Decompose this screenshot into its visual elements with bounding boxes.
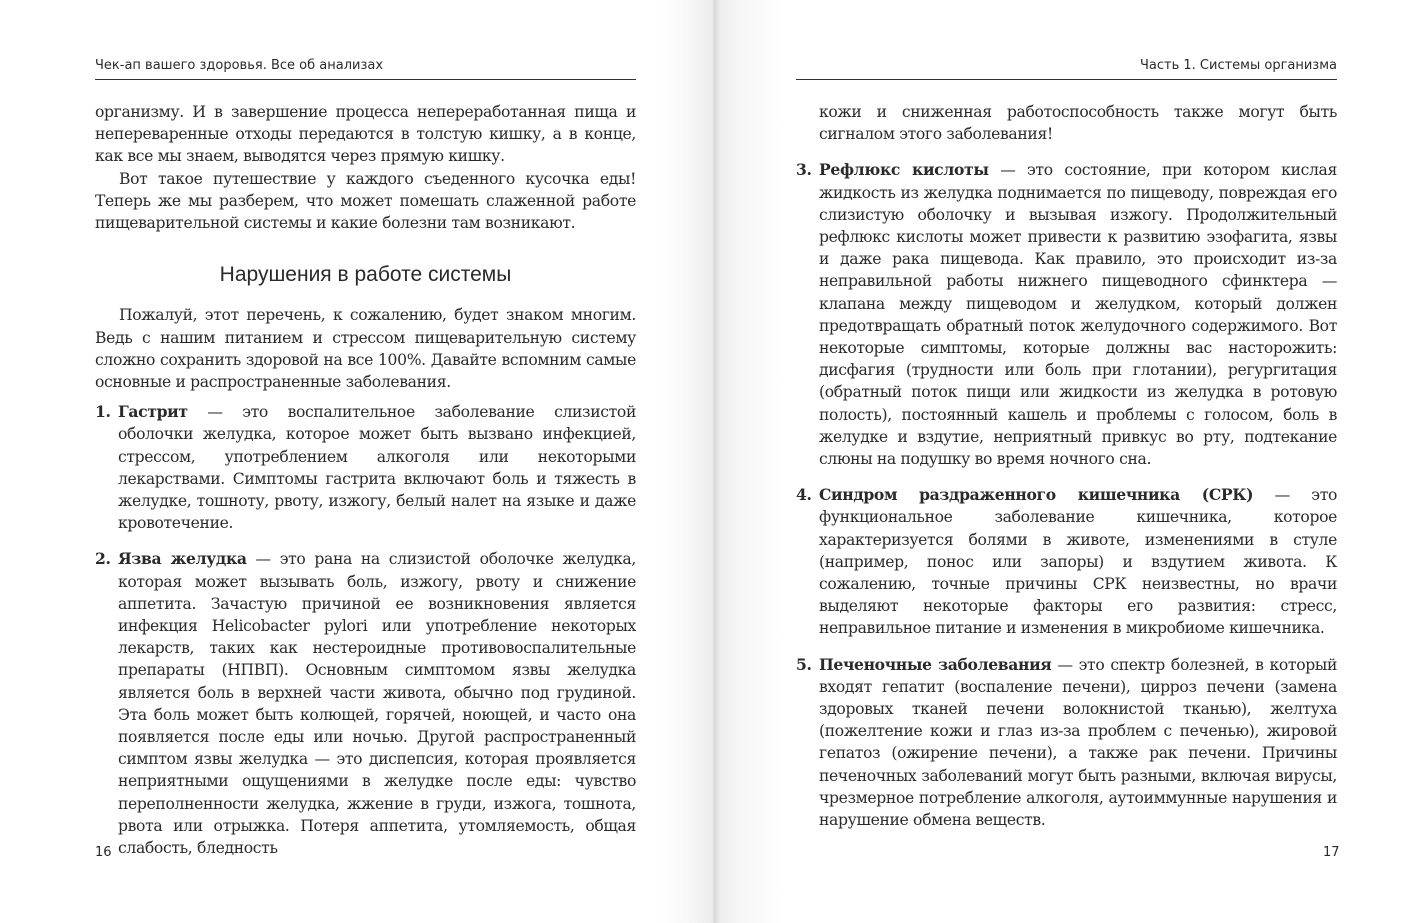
list-term: Гастрит xyxy=(118,402,188,422)
right-page xyxy=(714,0,1424,923)
list-item xyxy=(796,484,1337,639)
list-text: — это рана на слизистой оболочке желудка, которая может вызывать боль, изжогу, рвоту и снижение аппетита. Зачастую причиной ее возникновения является инфекция Helicobacter pylori или употребление некоторых лекарств, таких как нестероидные противовоспалительные препараты (НПВП). Основным симптомом язвы желудка является боль в верхней части живота, обычно под грудиной. Эта боль может быть колющей, горячей, ноющей, и часто она появляется после еды или ночью. Другой распространенный симптом язвы желудка — это диспепсия, которая проявляется неприятными ощущениями в желудке после еды: чувство переполненности желудка, жжение в груди, изжога, тошнота, рвота или отрыжка. Потеря аппетита, утомляемость, общая слабость, бледность xyxy=(118,550,636,858)
list-number: 5. xyxy=(796,654,812,674)
list-term: Рефлюкс кислоты xyxy=(819,160,989,180)
page-number-left: 16 xyxy=(95,845,112,860)
list-text: — это спектр болезней, в который входят гепатит (воспаление печени), цирроз печени (замена здоровых тканей печени волокнистой тканью), желтуха (пожелтение кожи и глаз из-за проблем с печенью), жировой гепатоз (ожирение печени), а также рак печени. Причины печеночных заболеваний могут быть разными, включая вирусы, чрезмерное потребление алкоголя, аутоиммунные нарушения и нарушение обмена веществ. xyxy=(819,655,1337,830)
section-heading: Нарушения в работе системы xyxy=(219,263,512,287)
list-term: Язва желудка xyxy=(118,549,247,569)
list-number: 1. xyxy=(95,402,111,422)
disease-list xyxy=(95,401,636,859)
list-text: — это состояние, при котором кислая жидкость из желудка поднимается по пищеводу, повреждая его слизистую оболочку и вызывая изжогу. Продолжительный рефлюкс кислоты может привести к развитию эзофагита, язвы и даже рака пищевода. Как правило, это происходит из-за неправильной работы нижнего пищеводного сфинктера — клапана между пищеводом и желудком, который должен предотвращать обратный поток желудочного содержимого. Вот некоторые симптомы, которые должны вас насторожить: дисфагия (трудности или боль при глотании), регургитация (обратный поток пищи или жидкости из желудка в ротовую полость), постоянный кашель и проблемы с голосом, боль в желудке и вздутие, неприятный привкус во рту, подтекание слюны на подушку во время ночного сна. xyxy=(819,161,1337,469)
left-page-body xyxy=(95,101,636,873)
list-term: Печеночные заболевания xyxy=(819,654,1052,674)
right-page-body xyxy=(796,101,1337,845)
list-text: — это функциональное заболевание кишечника, которое характеризуется болями в животе, изменениями в стуле (например, понос или запоры) и вздутием живота. К сожалению, точные причины СРК неизвестны, но врачи выделяют некоторые факторы его развития: стресс, неправильное питание и изменения в микробиоме кишечника. xyxy=(819,486,1338,638)
paragraph: Вот такое путешествие у каждого съеденного кусочка еды! Теперь же мы разберем, что может помешать слаженной работе пищеварительной системы и какие болезни там возникают. xyxy=(95,169,636,233)
list-number: 2. xyxy=(95,549,111,569)
page-number-right: 17 xyxy=(1323,845,1340,860)
paragraph: организму. И в завершение процесса непереработанная пища и непереваренные отходы передаются в толстую кишку, а в конце, как все мы знаем, выводятся через прямую кишку. xyxy=(95,103,636,166)
list-item xyxy=(95,548,636,859)
list-item xyxy=(95,401,636,534)
list-number: 4. xyxy=(796,485,812,505)
list-number: 3. xyxy=(796,160,812,180)
disease-list-continued xyxy=(796,159,1337,831)
intro-paragraph: Пожалуй, этот перечень, к сожалению, будет знаком многим. Ведь с нашим питанием и стрессом пищеварительную систему сложно сохранить здоровой на все 100%. Давайте вспомним самые основные и распространенные заболевания. xyxy=(95,306,636,392)
continuation-paragraph: кожи и сниженная работоспособность также могут быть сигналом этого заболевания! xyxy=(819,103,1337,144)
list-item xyxy=(796,159,1337,470)
running-head-right: Часть 1. Системы организма xyxy=(796,58,1337,80)
list-term: Синдром раздраженного кишечника (СРК) xyxy=(819,485,1254,505)
list-text: — это воспалительное заболевание слизистой оболочки желудка, которое может быть вызвано инфекцией, стрессом, употреблением алкоголя или некоторыми лекарствами. Симптомы гастрита включают боль и тяжесть в желудке, тошноту, рвоту, изжогу, белый налет на языке и даже кровотечение. xyxy=(118,403,636,533)
list-item xyxy=(796,654,1337,832)
running-head-left: Чек-ап вашего здоровья. Все об анализах xyxy=(95,58,636,80)
